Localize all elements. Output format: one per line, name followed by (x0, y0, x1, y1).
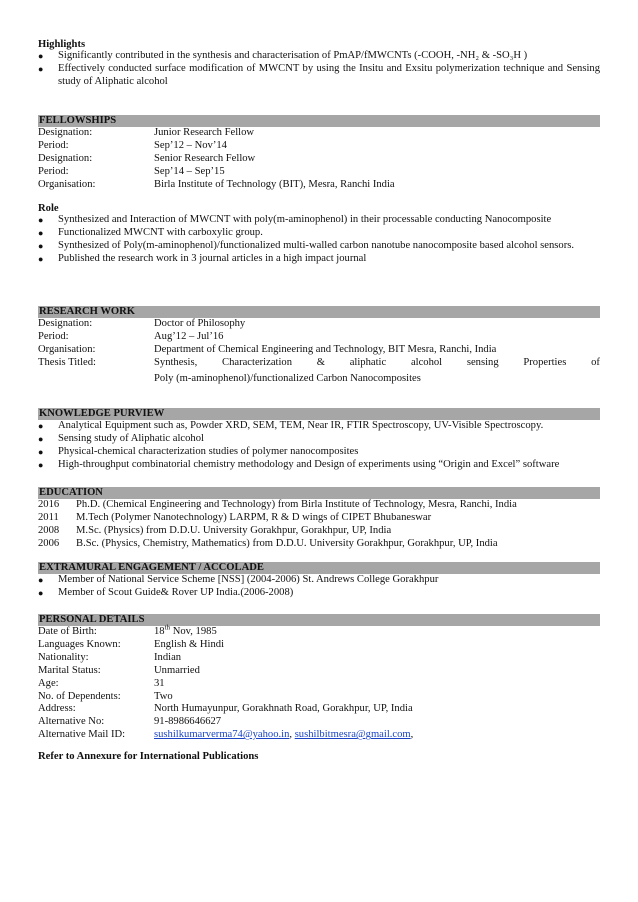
list-item: ● Sensing study of Aliphatic alcohol (38, 432, 204, 444)
email-link-yahoo[interactable]: sushilkumarverma74@yahoo.in (154, 729, 290, 741)
bullet-icon: ● (38, 433, 44, 444)
research-row: Organisation: Department of Chemical Engineering and Technology, BIT Mesra, Ranchi, India (38, 343, 497, 355)
personal-row-mail: Alternative Mail ID: sushilkumarverma74@yahoo.in, sushilbitmesra@gmail.com, (38, 729, 414, 741)
bullet-icon: ● (38, 227, 44, 238)
bullet-icon: ● (38, 421, 44, 431)
highlights-heading: Highlights (38, 39, 86, 50)
research-row: Designation: Doctor of Philosophy (38, 318, 246, 329)
bullet-icon: ● (38, 51, 44, 61)
role-heading: Role (38, 203, 59, 214)
knowledge-section (38, 408, 600, 472)
fellowship-row: Period: Sep’14 – Sep’15 (38, 165, 225, 177)
list-item: ● Member of National Service Scheme [NSS] (2004-2006) St. Andrews College Gorakhpur (38, 574, 439, 585)
personal-row: Nationality: Indian (38, 651, 182, 663)
highlights-section (38, 39, 600, 89)
list-item: ● Analytical Equipment such as, Powder XRD, SEM, TEM, Near IR, FTIR Spectroscopy, UV-Visible Spectroscopy. (38, 420, 544, 431)
annexure-note: Refer to Annexure for International Publications (38, 751, 259, 762)
fellowship-row: Designation: Junior Research Fellow (38, 127, 255, 138)
bullet-icon: ● (38, 215, 44, 225)
education-row: 2006 B.Sc. (Physics, Chemistry, Mathematics) from D.D.U. University Gorakhpur, Gorakhpur, UP, India (38, 537, 498, 549)
email-link-gmail[interactable]: sushilbitmesra@gmail.com (294, 729, 411, 741)
bullet-icon: ● (38, 459, 44, 470)
list-item: ● Synthesized and Interaction of MWCNT with poly(m-aminophenol) in their processable conducting Nanocomposite (38, 214, 552, 225)
education-row: 2016 Ph.D. (Chemical Engineering and Technology) from Birla Institute of Technology, Mesra, Ranchi, India (38, 499, 517, 510)
extramural-list (38, 574, 600, 600)
role-section (38, 203, 600, 266)
list-item: ● Synthesized of Poly(m-aminophenol)/functionalized multi-walled carbon nanotube nanocomposite based alcohol sensors. (38, 239, 575, 251)
fellowship-row: Organisation: Birla Institute of Technology (BIT), Mesra, Ranchi India (38, 178, 395, 190)
personal-row: No. of Dependents: Two (38, 690, 173, 702)
personal-row: Languages Known: English & Hindi (38, 638, 225, 650)
list-item: ● Effectively conducted surface modification of MWCNT by using the Insitu and Exsitu polymerization technique and Sensing study of Aliphatic alcohol (38, 62, 600, 87)
list-item: ● Published the research work in 3 journal articles in a high impact journal (38, 252, 367, 264)
thesis-label: Thesis Titled: (38, 356, 96, 368)
fellowship-row: Period: Sep’12 – Nov’14 (38, 139, 227, 151)
thesis-row (38, 357, 600, 386)
knowledge-heading: KNOWLEDGE PURVIEW (38, 408, 600, 420)
personal-row-dob: Date of Birth: 18th Nov, 1985 (38, 623, 217, 637)
personal-section (38, 614, 600, 742)
bullet-icon: ● (38, 575, 44, 585)
personal-heading: PERSONAL DETAILS (38, 614, 600, 626)
list-item: ● High-throughput combinatorial chemistry methodology and Design of experiments using “Origin and Excel” software (38, 458, 560, 470)
bullet-icon: ● (38, 587, 44, 598)
research-heading: RESEARCH WORK (38, 306, 600, 318)
education-row: 2008 M.Sc. (Physics) from D.D.U. University Gorakhpur, Gorakhpur, UP, India (38, 524, 392, 536)
list-item: ● Physical-chemical characterization studies of polymer nanocomposites (38, 445, 359, 457)
bullet-icon: ● (38, 63, 44, 74)
education-heading: EDUCATION (38, 487, 600, 499)
fellowship-row: Designation: Senior Research Fellow (38, 152, 256, 164)
bullet-icon: ● (38, 240, 44, 251)
knowledge-list (38, 420, 600, 472)
bullet-icon: ● (38, 446, 44, 457)
list-item: ● Significantly contributed in the synthesis and characterisation of PmAP/fMWCNTs (-COOH, -NH₂ & -SO₃H ) (38, 50, 528, 61)
education-section (38, 487, 600, 551)
highlights-list (38, 50, 600, 89)
thesis-line-1: Synthesis, Characterization & aliphatic alcohol sensing Properties of (154, 356, 600, 368)
thesis-line-2: Poly (m-aminophenol)/functionalized Carbon Nanocomposites (154, 372, 421, 384)
personal-row: Alternative No: 91-8986646627 (38, 716, 222, 728)
fellowships-heading: FELLOWSHIPS (38, 115, 600, 127)
list-item: ● Member of Scout Guide& Rover UP India.(2006-2008) (38, 586, 294, 598)
role-list (38, 214, 600, 266)
extramural-section (38, 562, 600, 600)
bullet-icon: ● (38, 253, 44, 264)
education-row: 2011 M.Tech (Polymer Nanotechnology) LARPM, R & D wings of CIPET Bhubaneswar (38, 511, 432, 523)
research-row: Period: Aug’12 – Jul’16 (38, 330, 224, 342)
personal-row: Marital Status: Unmarried (38, 664, 200, 676)
research-section (38, 306, 600, 386)
fellowships-section (38, 115, 600, 192)
extramural-heading: EXTRAMURAL ENGAGEMENT / ACCOLADE (38, 562, 600, 574)
personal-row: Address: North Humayunpur, Gorakhnath Road, Gorakhpur, UP, India (38, 703, 413, 715)
list-item: ● Functionalized MWCNT with carboxylic group. (38, 226, 263, 238)
thesis-title (154, 357, 600, 386)
personal-row: Age: 31 (38, 677, 165, 689)
